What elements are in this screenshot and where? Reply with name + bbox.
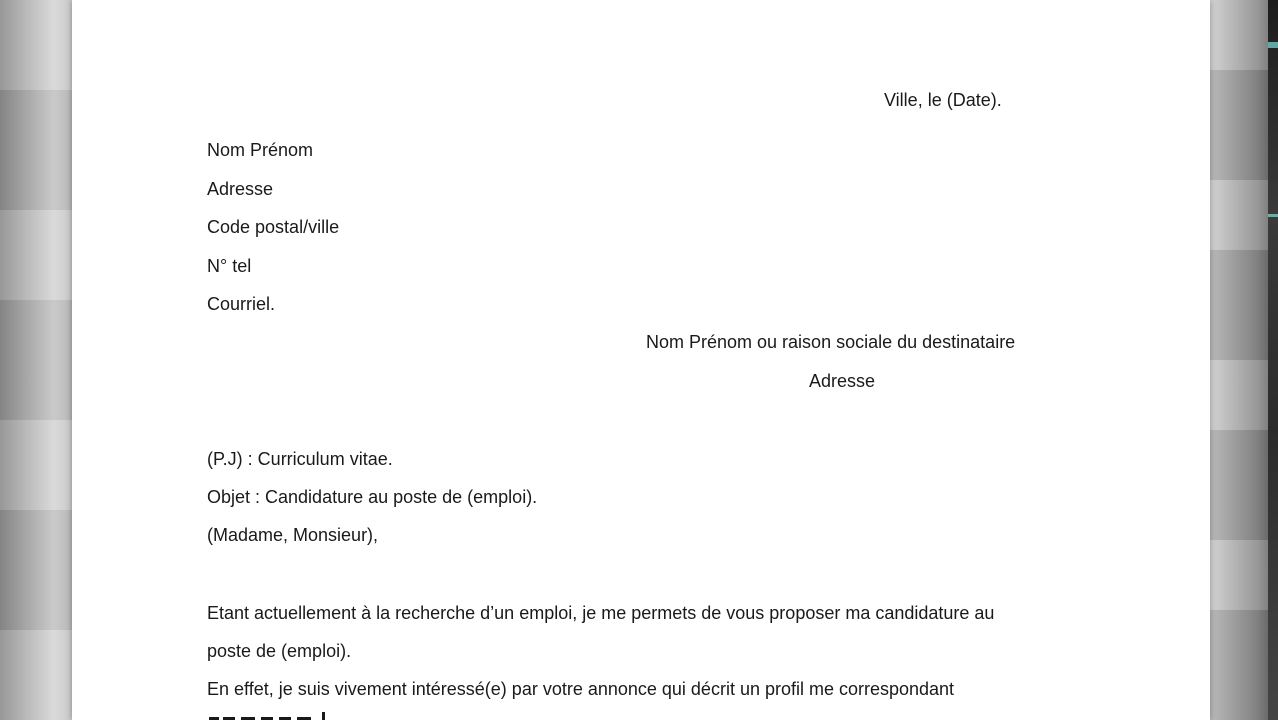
sender-name: Nom Prénom xyxy=(207,140,314,160)
recipient-address: Adresse xyxy=(809,371,876,391)
recipient-name: Nom Prénom ou raison sociale du destinataire xyxy=(646,332,1016,352)
subject-line: Objet : Candidature au poste de (emploi). xyxy=(207,487,538,507)
sender-postal-city: Code postal/ville xyxy=(207,217,340,237)
cut-off-text-line xyxy=(207,712,337,720)
right-edge-strip xyxy=(1268,0,1278,720)
sender-address: Adresse xyxy=(207,179,274,199)
edge-glint xyxy=(1268,214,1278,217)
edge-glint xyxy=(1268,42,1278,48)
body-line: En effet, je suis vivement intéressé(e) par votre annonce qui décrit un profil me correspondant xyxy=(207,679,955,699)
left-backdrop xyxy=(0,0,72,720)
salutation: (Madame, Monsieur), xyxy=(207,525,379,545)
sender-email: Courriel. xyxy=(207,294,276,314)
sender-phone: N° tel xyxy=(207,256,252,276)
body-line: poste de (emploi). xyxy=(207,641,352,661)
body-line: Etant actuellement à la recherche d’un emploi, je me permets de vous proposer ma candidature au xyxy=(207,603,995,623)
document-page xyxy=(72,0,1210,720)
date-line: Ville, le (Date). xyxy=(884,90,1002,110)
attachment-line: (P.J) : Curriculum vitae. xyxy=(207,449,393,469)
